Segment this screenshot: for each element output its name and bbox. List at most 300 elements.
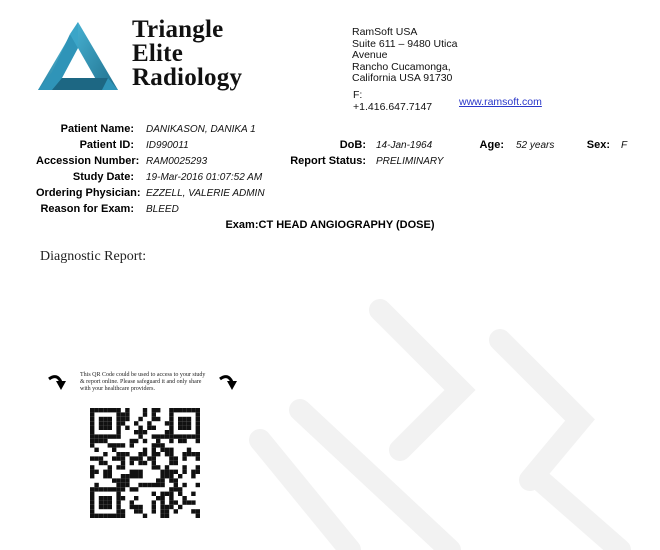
qr-module: [160, 514, 164, 518]
qr-module: [103, 505, 107, 509]
qr-module: [196, 456, 200, 460]
qr-module: [94, 470, 98, 474]
qr-module: [169, 474, 173, 478]
qr-module: [160, 434, 164, 438]
qr-module: [178, 474, 182, 478]
qr-module: [143, 461, 147, 465]
qr-module: [160, 474, 164, 478]
qr-module: [169, 430, 173, 434]
qr-module: [116, 487, 120, 491]
qr-module: [112, 408, 116, 412]
qr-module: [125, 474, 129, 478]
qr-module: [182, 456, 186, 460]
qr-module: [160, 470, 164, 474]
qr-module: [121, 412, 125, 416]
qr-module: [116, 505, 120, 509]
qr-module: [196, 412, 200, 416]
qr-module: [165, 465, 169, 469]
qr-module: [169, 478, 173, 482]
qr-module: [178, 492, 182, 496]
qr-module: [152, 426, 156, 430]
qr-module: [138, 452, 142, 456]
qr-module: [108, 496, 112, 500]
qr-module: [103, 496, 107, 500]
qr-module: [174, 434, 178, 438]
qr-module: [160, 448, 164, 452]
qr-module: [121, 487, 125, 491]
qr-module: [196, 421, 200, 425]
qr-module: [196, 434, 200, 438]
qr-module: [90, 439, 94, 443]
qr-module: [138, 474, 142, 478]
qr-module: [99, 426, 103, 430]
qr-module: [191, 470, 195, 474]
qr-module: [178, 434, 182, 438]
qr-module: [125, 483, 129, 487]
qr-module: [90, 421, 94, 425]
qr-module: [178, 417, 182, 421]
qr-module: [90, 487, 94, 491]
qr-module: [191, 452, 195, 456]
qr-module: [94, 439, 98, 443]
qr-module: [90, 505, 94, 509]
qr-module: [138, 509, 142, 513]
qr-module: [112, 456, 116, 460]
qr-module: [138, 483, 142, 487]
qr-module: [165, 434, 169, 438]
qr-module: [187, 434, 191, 438]
qr-module: [196, 509, 200, 513]
qr-module: [121, 474, 125, 478]
qr-module: [90, 412, 94, 416]
reason-for-exam-value: BLEED: [146, 204, 179, 215]
qr-module: [121, 461, 125, 465]
patient-name-label: Patient Name:: [60, 123, 134, 135]
qr-module: [169, 487, 173, 491]
qr-module: [147, 456, 151, 460]
qr-module: [134, 509, 138, 513]
qr-module: [174, 456, 178, 460]
qr-module: [178, 487, 182, 491]
practice-name-line2: Elite: [132, 40, 183, 67]
qr-module: [108, 426, 112, 430]
qr-module: [152, 417, 156, 421]
qr-module: [187, 408, 191, 412]
qr-module: [165, 514, 169, 518]
diagnostic-report-heading: Diagnostic Report:: [40, 249, 147, 264]
qr-module: [152, 505, 156, 509]
qr-module: [90, 417, 94, 421]
qr-module: [108, 505, 112, 509]
qr-module: [116, 417, 120, 421]
exam-name: CT HEAD ANGIOGRAPHY (DOSE): [258, 219, 435, 231]
qr-module: [182, 452, 186, 456]
ordering-physician-value: EZZELL, VALERIE ADMIN: [146, 188, 265, 199]
qr-module: [156, 439, 160, 443]
qr-module: [174, 483, 178, 487]
qr-module: [182, 434, 186, 438]
qr-module: [165, 505, 169, 509]
qr-module: [94, 434, 98, 438]
qr-module: [134, 456, 138, 460]
qr-module: [121, 417, 125, 421]
qr-module: [191, 474, 195, 478]
qr-module: [90, 456, 94, 460]
qr-module: [169, 470, 173, 474]
qr-module: [165, 470, 169, 474]
qr-code-note: This QR Code could be used to access to your study & report online. Please safeguard it and only share with your healthcare providers.: [80, 372, 206, 392]
qr-module: [165, 448, 169, 452]
qr-module: [94, 487, 98, 491]
qr-module: [187, 421, 191, 425]
qr-module: [99, 421, 103, 425]
qr-module: [103, 417, 107, 421]
qr-module: [160, 496, 164, 500]
qr-module: [165, 430, 169, 434]
accession-number-value: RAM0025293: [146, 156, 208, 167]
qr-module: [112, 448, 116, 452]
qr-module: [174, 509, 178, 513]
qr-module: [178, 439, 182, 443]
qr-module: [191, 509, 195, 513]
curved-arrow-down-icon: [46, 373, 68, 393]
qr-module: [169, 439, 173, 443]
qr-module: [174, 408, 178, 412]
qr-module: [138, 426, 142, 430]
qr-module: [103, 514, 107, 518]
qr-module: [143, 408, 147, 412]
qr-module: [182, 470, 186, 474]
qr-module: [99, 439, 103, 443]
qr-module: [121, 452, 125, 456]
qr-module: [99, 417, 103, 421]
qr-module: [90, 408, 94, 412]
sex-value: F: [621, 140, 628, 151]
qr-module: [116, 492, 120, 496]
qr-module: [156, 483, 160, 487]
qr-module: [90, 509, 94, 513]
qr-module: [196, 514, 200, 518]
qr-module: [165, 474, 169, 478]
qr-module: [169, 417, 173, 421]
qr-module: [116, 514, 120, 518]
qr-module: [169, 461, 173, 465]
qr-module: [94, 408, 98, 412]
sex-label: Sex:: [586, 139, 610, 151]
report-status-label: Report Status:: [290, 155, 366, 167]
qr-module: [187, 448, 191, 452]
qr-module: [187, 426, 191, 430]
qr-module: [90, 443, 94, 447]
qr-module: [182, 439, 186, 443]
qr-module: [90, 465, 94, 469]
qr-module: [165, 421, 169, 425]
qr-module: [108, 487, 112, 491]
qr-module: [130, 439, 134, 443]
qr-module: [169, 412, 173, 416]
qr-module: [187, 452, 191, 456]
qr-module: [156, 465, 160, 469]
qr-module: [125, 417, 129, 421]
qr-module: [130, 461, 134, 465]
qr-module: [174, 500, 178, 504]
qr-module: [152, 465, 156, 469]
qr-module: [125, 478, 129, 482]
qr-module: [169, 421, 173, 425]
qr-module: [99, 434, 103, 438]
age-label: Age:: [479, 139, 504, 151]
address-line: Avenue: [352, 49, 388, 61]
qr-module: [103, 421, 107, 425]
qr-module: [138, 434, 142, 438]
exam-title: [0, 219, 660, 231]
qr-module: [196, 430, 200, 434]
qr-module: [90, 430, 94, 434]
curved-arrow-down-icon: [217, 373, 239, 393]
qr-module: [103, 452, 107, 456]
qr-module: [103, 500, 107, 504]
qr-module: [160, 505, 164, 509]
qr-module: [143, 452, 147, 456]
qr-module: [152, 500, 156, 504]
qr-module: [138, 461, 142, 465]
qr-module: [182, 417, 186, 421]
address-line: RamSoft USA: [352, 26, 418, 38]
qr-module: [138, 505, 142, 509]
qr-module: [121, 443, 125, 447]
qr-module: [169, 456, 173, 460]
qr-module: [121, 456, 125, 460]
qr-module: [152, 483, 156, 487]
qr-module: [174, 461, 178, 465]
watermark-logo: [200, 280, 660, 550]
qr-module: [116, 456, 120, 460]
qr-module: [121, 514, 125, 518]
address-line: California USA 91730: [352, 72, 453, 84]
qr-module: [99, 500, 103, 504]
qr-module: [116, 478, 120, 482]
qr-module: [121, 509, 125, 513]
qr-module: [182, 500, 186, 504]
qr-module: [134, 496, 138, 500]
qr-module: [191, 408, 195, 412]
qr-module: [182, 426, 186, 430]
qr-module: [169, 448, 173, 452]
qr-module: [121, 496, 125, 500]
qr-module: [90, 474, 94, 478]
qr-module: [116, 430, 120, 434]
qr-module: [196, 465, 200, 469]
qr-module: [178, 408, 182, 412]
qr-module: [116, 483, 120, 487]
qr-module: [134, 430, 138, 434]
qr-module: [130, 470, 134, 474]
dob-label: DoB:: [339, 139, 366, 151]
qr-module: [160, 509, 164, 513]
qr-module: [174, 487, 178, 491]
qr-module: [108, 514, 112, 518]
reason-for-exam-label: Reason for Exam:: [40, 203, 134, 215]
qr-module: [108, 421, 112, 425]
qr-module: [156, 408, 160, 412]
qr-module: [130, 474, 134, 478]
qr-module: [121, 478, 125, 482]
qr-module: [116, 426, 120, 430]
qr-module: [138, 430, 142, 434]
qr-module: [108, 408, 112, 412]
qr-module: [134, 470, 138, 474]
qr-module: [182, 465, 186, 469]
qr-module: [196, 470, 200, 474]
qr-module: [182, 421, 186, 425]
qr-module: [143, 448, 147, 452]
qr-module: [103, 408, 107, 412]
qr-module: [152, 509, 156, 513]
qr-module: [169, 408, 173, 412]
qr-module: [169, 434, 173, 438]
qr-module: [130, 487, 134, 491]
qr-module: [191, 492, 195, 496]
qr-module: [90, 496, 94, 500]
qr-module: [94, 448, 98, 452]
qr-module: [152, 492, 156, 496]
qr-module: [116, 408, 120, 412]
qr-module: [196, 439, 200, 443]
qr-module: [138, 456, 142, 460]
qr-module: [108, 465, 112, 469]
qr-module: [169, 496, 173, 500]
qr-module: [169, 492, 173, 496]
qr-module: [94, 514, 98, 518]
qr-module: [165, 452, 169, 456]
qr-module: [178, 426, 182, 430]
qr-module: [196, 452, 200, 456]
report-status-value: PRELIMINARY: [376, 156, 444, 167]
qr-module: [169, 426, 173, 430]
qr-module: [143, 483, 147, 487]
qr-module: [196, 483, 200, 487]
qr-module: [152, 461, 156, 465]
qr-module: [94, 456, 98, 460]
qr-module: [134, 505, 138, 509]
qr-module: [99, 408, 103, 412]
qr-module: [116, 465, 120, 469]
study-date-label: Study Date:: [72, 171, 134, 183]
qr-module: [112, 514, 116, 518]
qr-module: [169, 505, 173, 509]
qr-module: [103, 470, 107, 474]
patient-id-value: ID990011: [146, 140, 189, 151]
qr-module: [116, 452, 120, 456]
qr-module: [116, 443, 120, 447]
qr-module: [152, 448, 156, 452]
qr-module: [116, 434, 120, 438]
qr-module: [108, 434, 112, 438]
qr-module: [182, 483, 186, 487]
qr-module: [130, 505, 134, 509]
qr-module: [138, 417, 142, 421]
fax-number: +1.416.647.7147: [353, 101, 433, 113]
qr-module: [116, 496, 120, 500]
qr-module: [178, 505, 182, 509]
qr-module: [112, 434, 116, 438]
qr-module: [147, 426, 151, 430]
qr-module: [169, 452, 173, 456]
qr-module: [112, 443, 116, 447]
qr-module: [191, 434, 195, 438]
qr-module: [191, 500, 195, 504]
qr-module: [99, 514, 103, 518]
qr-module: [108, 474, 112, 478]
qr-module: [160, 443, 164, 447]
qr-module: [134, 439, 138, 443]
exam-prefix: Exam:: [225, 219, 259, 231]
website-link[interactable]: www.ramsoft.com: [459, 96, 542, 108]
qr-module: [187, 500, 191, 504]
qr-module: [103, 487, 107, 491]
qr-module: [103, 426, 107, 430]
qr-module: [156, 443, 160, 447]
qr-module: [99, 461, 103, 465]
qr-module: [103, 474, 107, 478]
study-date-value: 19-Mar-2016 01:07:52 AM: [146, 172, 263, 183]
qr-module: [116, 421, 120, 425]
qr-module: [156, 478, 160, 482]
qr-module: [116, 509, 120, 513]
qr-module: [108, 417, 112, 421]
qr-module: [134, 474, 138, 478]
qr-module: [121, 465, 125, 469]
qr-module: [152, 412, 156, 416]
qr-module: [196, 426, 200, 430]
qr-module: [152, 434, 156, 438]
qr-module: [147, 421, 151, 425]
qr-module: [99, 487, 103, 491]
qr-module: [165, 509, 169, 513]
qr-module: [187, 417, 191, 421]
qr-module: [152, 456, 156, 460]
practice-name-line3: Radiology: [132, 64, 243, 91]
qr-module: [94, 483, 98, 487]
qr-module: [143, 430, 147, 434]
qr-module: [108, 500, 112, 504]
qr-module: [178, 421, 182, 425]
qr-module: [143, 514, 147, 518]
qr-module: [156, 434, 160, 438]
qr-module: [143, 439, 147, 443]
qr-module: [143, 412, 147, 416]
qr-module: [90, 514, 94, 518]
patient-name-value: DANIKASON, DANIKA 1: [146, 124, 256, 135]
qr-module: [108, 470, 112, 474]
qr-module: [125, 408, 129, 412]
dob-value: 14-Jan-1964: [376, 140, 433, 151]
fax-label: F:: [353, 89, 363, 101]
qr-module: [160, 483, 164, 487]
qr-module: [147, 483, 151, 487]
qr-module: [134, 421, 138, 425]
ordering-physician-label: Ordering Physician:: [36, 187, 141, 199]
qr-module: [103, 461, 107, 465]
qr-module: [174, 470, 178, 474]
qr-module: [116, 500, 120, 504]
qr-module: [156, 496, 160, 500]
qr-module: [169, 500, 173, 504]
qr-module: [99, 456, 103, 460]
qr-module: [130, 443, 134, 447]
qr-module: [90, 426, 94, 430]
practice-name: [132, 18, 242, 90]
